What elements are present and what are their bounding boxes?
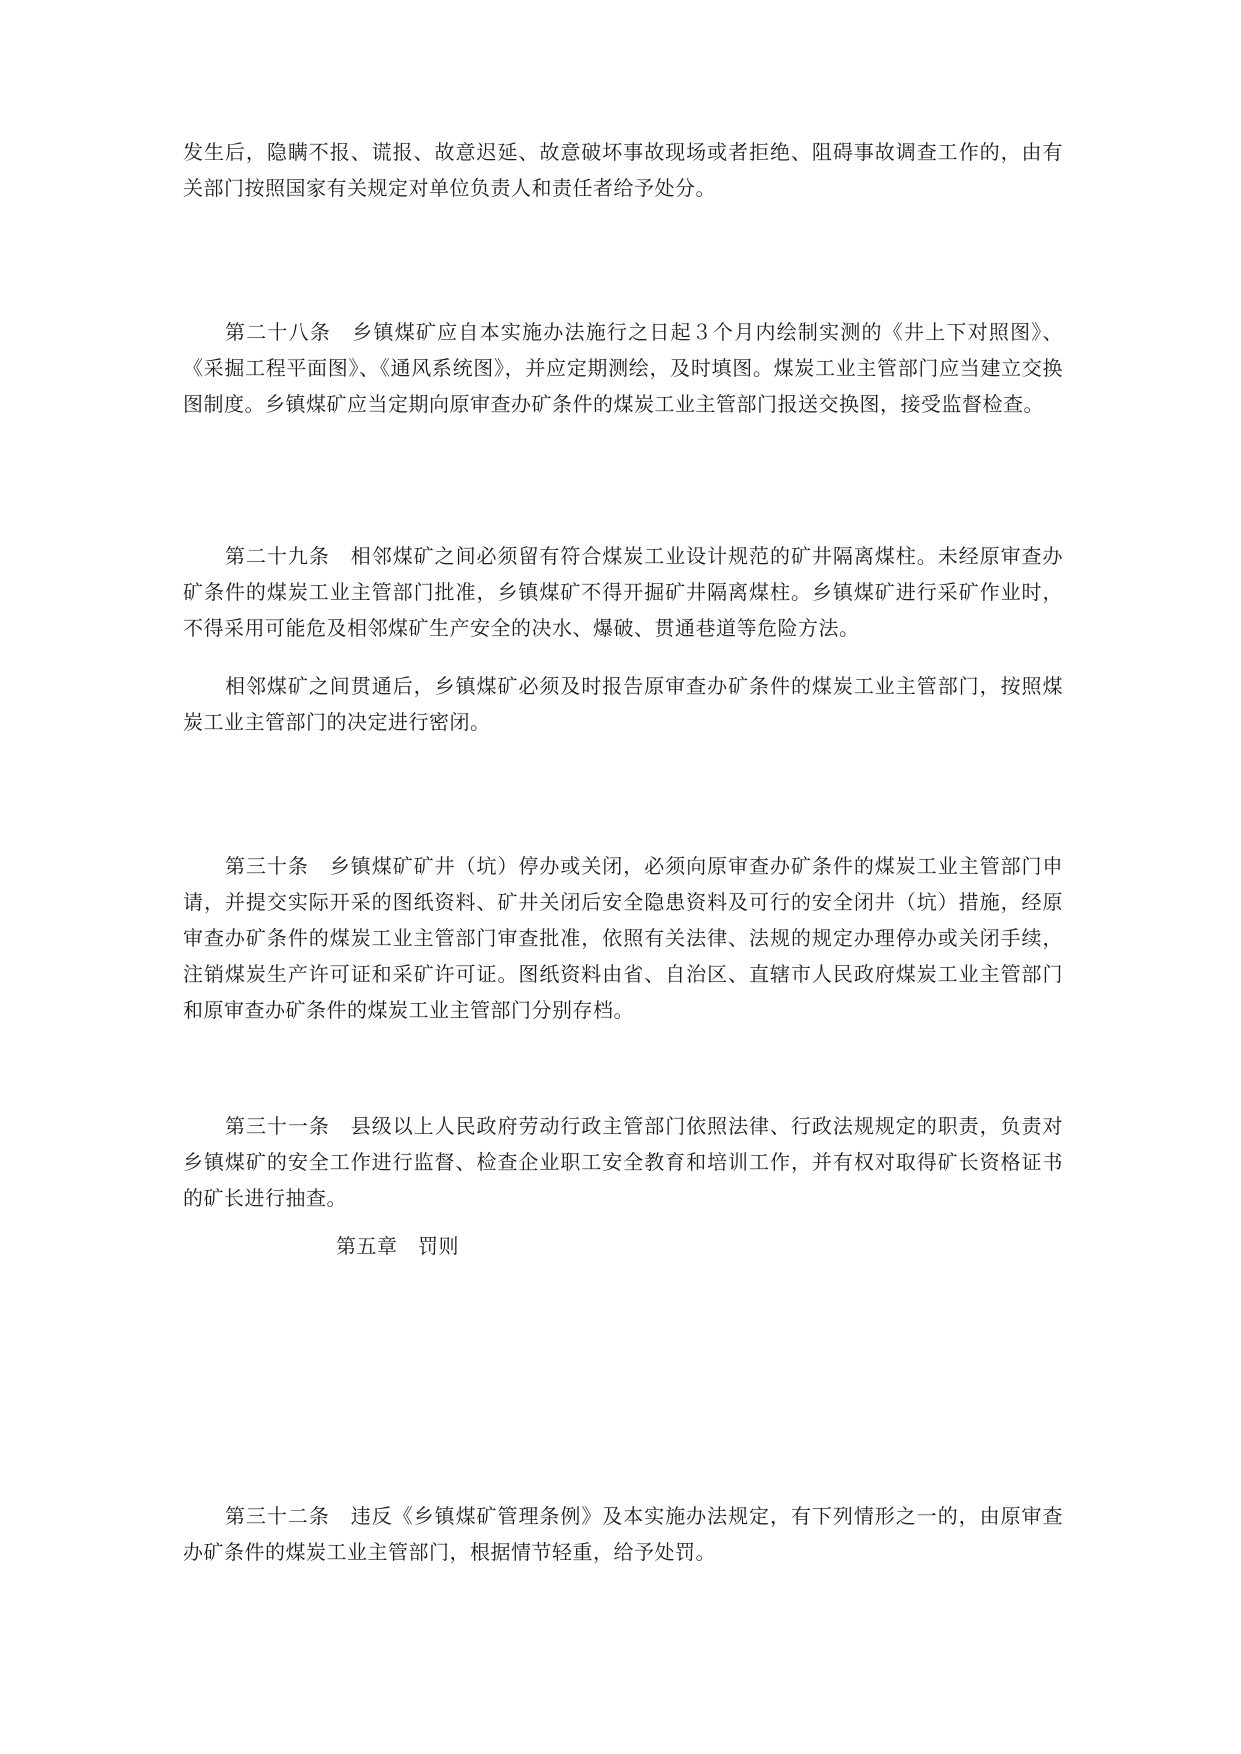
paragraph-article-27-continuation: 发生后，隐瞒不报、谎报、故意迟延、故意破坏事故现场或者拒绝、阻碍事故调查工作的，由有关部门按照国家有关规定对单位负责人和责任者给予处分。 (183, 140, 1063, 200)
paragraph-article-32: 第三十二条 违反《乡镇煤矿管理条例》及本实施办法规定，有下列情形之一的，由原审查办矿条件的煤炭工业主管部门，根据情节轻重，给予处罚。 (183, 1504, 1063, 1564)
paragraph-article-30: 第三十条 乡镇煤矿矿井（坑）停办或关闭，必须向原审查办矿条件的煤炭工业主管部门申请，并提交实际开采的图纸资料、矿井关闭后安全隐患资料及可行的安全闭井（坑）措施，经原审查办矿条件的煤炭工业主管部门审查批准，依照有关法律、法规的规定办理停办或关闭手续，注销煤炭生产许可证和采矿许可证。图纸资料由省、自治区、直辖市人民政府煤炭工业主管部门和原审查办矿条件的煤炭工业主管部门分别存档。 (183, 854, 1063, 1022)
paragraph-article-29: 第二十九条 相邻煤矿之间必须留有符合煤炭工业设计规范的矿井隔离煤柱。未经原审查办矿条件的煤炭工业主管部门批准，乡镇煤矿不得开掘矿井隔离煤柱。乡镇煤矿进行采矿作业时，不得采用可能危及相邻煤矿生产安全的决水、爆破、贯通巷道等危险方法。 (183, 544, 1063, 640)
paragraph-article-28: 第二十八条 乡镇煤矿应自本实施办法施行之日起３个月内绘制实测的《井上下对照图》、《采掘工程平面图》、《通风系统图》，并应定期测绘，及时填图。煤炭工业主管部门应当建立交换图制度。乡镇煤矿应当定期向原审查办矿条件的煤炭工业主管部门报送交换图，接受监督检查。 (183, 320, 1063, 416)
chapter-heading: 第五章 罚则 (336, 1234, 459, 1258)
paragraph-article-29-second: 相邻煤矿之间贯通后，乡镇煤矿必须及时报告原审查办矿条件的煤炭工业主管部门，按照煤炭工业主管部门的决定进行密闭。 (183, 674, 1063, 734)
paragraph-article-31: 第三十一条 县级以上人民政府劳动行政主管部门依照法律、行政法规规定的职责，负责对乡镇煤矿的安全工作进行监督、检查企业职工安全教育和培训工作，并有权对取得矿长资格证书的矿长进行抽查。 (183, 1114, 1063, 1210)
